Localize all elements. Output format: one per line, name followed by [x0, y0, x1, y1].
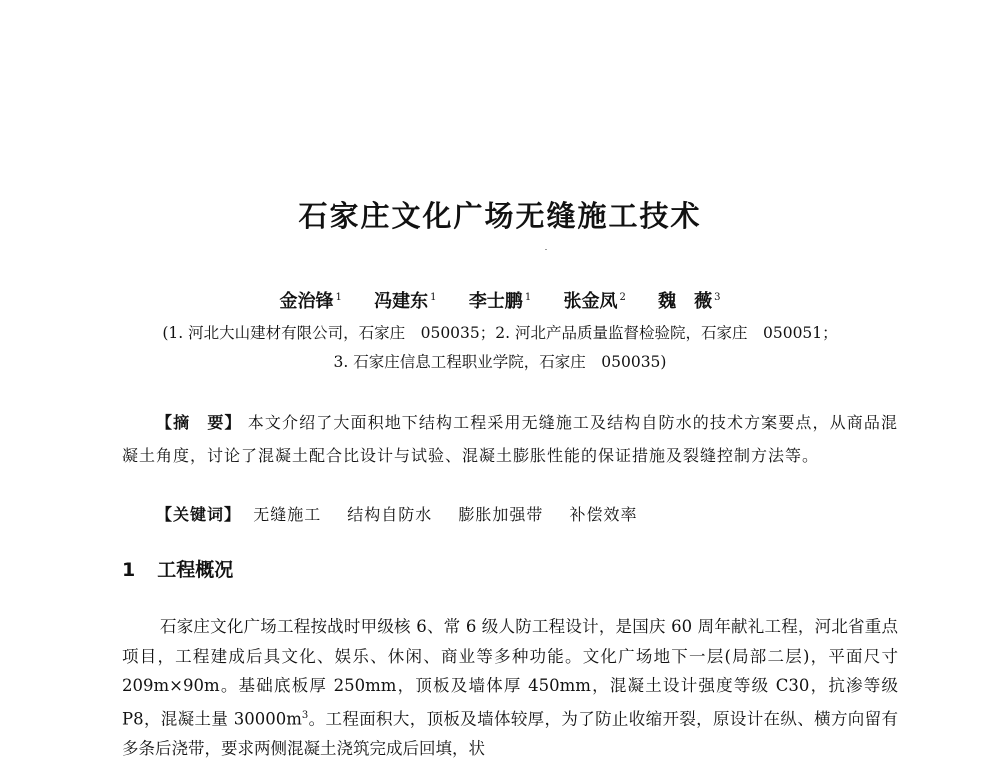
abstract-label: 【摘 要】	[156, 413, 242, 432]
abstract-text: 本文介绍了大面积地下结构工程采用无缝施工及结构自防水的技术方案要点，从商品混凝土角度，讨论了混凝土配合比设计与试验、混凝土膨胀性能的保证措施及裂缝控制方法等。	[122, 413, 898, 465]
affiliation-line-1: (1. 河北大山建材有限公司，石家庄 050035；2. 河北产品质量监督检验院，石家庄 050051；	[162, 324, 838, 342]
affiliation-line-2: 3. 石家庄信息工程职业学院，石家庄 050035)	[333, 353, 667, 371]
section-heading	[122, 555, 233, 582]
author	[280, 291, 342, 312]
keywords-label: 【关键词】	[156, 505, 242, 524]
scan-speck	[545, 249, 547, 250]
author-name: 魏 薇	[658, 291, 713, 312]
keyword: 膨胀加强带	[458, 505, 544, 524]
body-text-a: 石家庄文化广场工程按战时甲级核 6、常 6 级人防工程设计，是国庆 60 周年献礼工程，河北省重点项目，工程建成后具文化、娱乐、休闲、商业等多种功能。文化广场地下一层(局部二层)，平面尺寸 209m×90m。基础底板厚 250mm，顶板及墙体厚 450mm，混凝土设计强度等级 C30，抗渗等级 P8，混凝土量 30000m	[122, 617, 898, 728]
keywords-line	[156, 502, 658, 525]
section-number: 1	[122, 559, 136, 581]
keyword: 结构自防水	[347, 505, 433, 524]
author	[563, 291, 625, 312]
body-paragraph	[122, 612, 898, 763]
author	[658, 291, 720, 312]
author	[374, 291, 436, 312]
section-title: 工程概况	[157, 559, 234, 581]
author-name: 金治锋	[279, 291, 334, 312]
keyword: 补偿效率	[569, 505, 638, 524]
author-affiliation-mark: 1	[430, 292, 437, 303]
body-text-b: 。工程面积大，顶板及墙体较厚，为了防止收缩开裂，原设计在纵、横方向留有多条后浇带，要求两侧混凝土浇筑完成后回填，状	[122, 709, 898, 758]
keyword: 无缝施工	[253, 505, 322, 524]
author-affiliation-mark: 1	[335, 292, 342, 303]
author-affiliation-mark: 1	[524, 292, 532, 303]
abstract-paragraph	[122, 406, 898, 472]
author-list	[0, 287, 1000, 313]
author-affiliation-mark: 2	[619, 292, 626, 303]
paper-title: 石家庄文化广场无缝施工技术	[298, 199, 702, 233]
author-name: 李士鹏	[468, 291, 523, 312]
author-name: 张金凤	[563, 291, 618, 312]
author-name: 冯建东	[374, 291, 429, 312]
author	[469, 291, 531, 312]
body-superscript: 3	[301, 709, 309, 721]
author-affiliation-mark: 3	[714, 292, 721, 303]
